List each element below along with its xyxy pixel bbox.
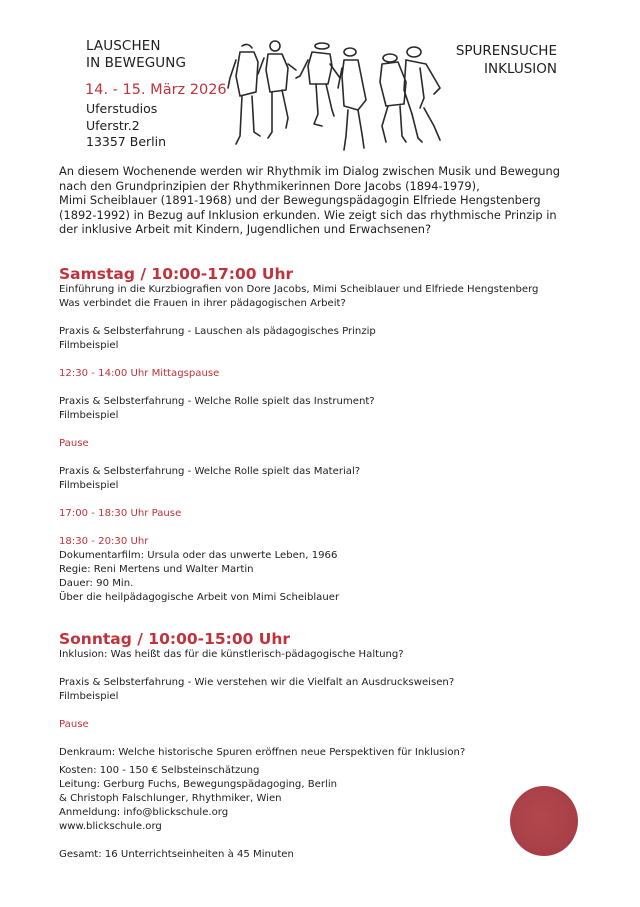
event-title-line-2: IN BEWEGUNG — [86, 54, 187, 71]
program-line: Praxis & Selbsterfahrung - Lauschen als pädagogisches Prinzip — [59, 326, 376, 337]
program-line: Inklusion: Was heißt das für die künstlerisch-pädagogische Haltung? — [59, 649, 404, 660]
dancer-figure-icon — [228, 44, 260, 144]
venue-address — [86, 101, 166, 151]
dancing-figures-illustration — [212, 38, 452, 158]
program-line: Einführung in die Kurzbiografien von Dore Jacobs, Mimi Scheiblauer und Elfriede Hengstenberg — [59, 284, 539, 295]
dancer-figure-icon — [338, 48, 366, 150]
program-line: Filmbeispiel — [59, 340, 119, 351]
intro-line: nach den Grundprinzipien der Rhythmikerinnen Dore Jacobs (1894-1979), — [59, 178, 480, 193]
program-line: Filmbeispiel — [59, 480, 119, 491]
sunday-section — [59, 631, 599, 760]
pause-label: Pause — [59, 719, 89, 730]
program-line: Was verbindet die Frauen in ihrer pädagogischen Arbeit? — [59, 298, 346, 309]
dancer-figure-icon — [380, 54, 406, 142]
venue-name: Uferstudios — [86, 101, 158, 116]
venue-city: 13357 Berlin — [86, 134, 167, 149]
program-line: Praxis & Selbsterfahrung - Wie verstehen wir die Vielfalt an Ausdrucksweisen? — [59, 677, 455, 688]
lunch-break: 12:30 - 14:00 Uhr Mittagspause — [59, 368, 220, 379]
event-date: 14. - 15. März 2026 — [85, 82, 227, 98]
intro-line: An diesem Wochenende werden wir Rhythmik im Dialog zwischen Musik und Bewegung — [59, 164, 560, 178]
saturday-section — [59, 266, 599, 605]
program-line: Filmbeispiel — [59, 691, 119, 702]
film-line: Über die heilpädagogische Arbeit von Mimi Scheiblauer — [59, 592, 340, 603]
program-line: Filmbeispiel — [59, 410, 119, 421]
series-title-line-2: INKLUSION — [484, 60, 557, 77]
footer-info — [59, 764, 337, 862]
program-line: Praxis & Selbsterfahrung - Welche Rolle spielt das Material? — [59, 466, 361, 477]
sunday-heading: Sonntag / 10:00-15:00 Uhr — [59, 630, 291, 648]
dancer-figure-icon — [296, 43, 340, 126]
pause-label: Pause — [59, 438, 89, 449]
event-title — [86, 38, 186, 71]
dancer-figure-icon — [258, 41, 296, 138]
film-line: Regie: Reni Mertens und Walter Martin — [59, 564, 254, 575]
saturday-heading: Samstag / 10:00-17:00 Uhr — [59, 265, 294, 283]
series-title-line-1: SPURENSUCHE — [455, 43, 557, 59]
lead-info: Leitung: Gerburg Fuchs, Bewegungspädagoging, Berlin — [59, 779, 338, 790]
red-circle-decoration — [510, 786, 578, 856]
total-units: Gesamt: 16 Unterrichtseinheiten à 45 Minuten — [59, 849, 294, 860]
program-line: Denkraum: Welche historische Spuren eröffnen neue Perspektiven für Inklusion? — [59, 747, 466, 758]
intro-line: der inklusive Arbeit mit Kindern, Jugendlichen und Erwachsenen? — [59, 222, 432, 237]
cost-info: Kosten: 100 - 150 € Selbsteinschätzung — [59, 765, 260, 776]
intro-paragraph — [59, 164, 579, 237]
film-line: Dokumentarfilm: Ursula oder das unwerte Leben, 1966 — [59, 550, 338, 561]
event-title-line-1: LAUSCHEN — [86, 38, 161, 54]
program — [59, 266, 599, 760]
registration-email[interactable]: Anmeldung: info@blickschule.org — [59, 807, 229, 818]
dancer-figure-icon — [404, 47, 440, 142]
film-time: 18:30 - 20:30 Uhr — [59, 536, 149, 547]
film-line: Dauer: 90 Min. — [59, 578, 134, 589]
evening-pause: 17:00 - 18:30 Uhr Pause — [59, 508, 182, 519]
intro-line: Mimi Scheiblauer (1891-1968) und der Bewegungspädagogin Elfriede Hengstenberg — [59, 193, 541, 208]
lead-info-2: & Christoph Falschlunger, Rhythmiker, Wien — [59, 793, 282, 804]
program-line: Praxis & Selbsterfahrung - Welche Rolle spielt das Instrument? — [59, 396, 375, 407]
website-link[interactable]: www.blickschule.org — [59, 821, 162, 832]
venue-street: Uferstr.2 — [86, 117, 140, 133]
intro-line: (1892-1992) in Bezug auf Inklusion erkunden. Wie zeigt sich das rhythmische Prinzip in — [59, 207, 557, 222]
